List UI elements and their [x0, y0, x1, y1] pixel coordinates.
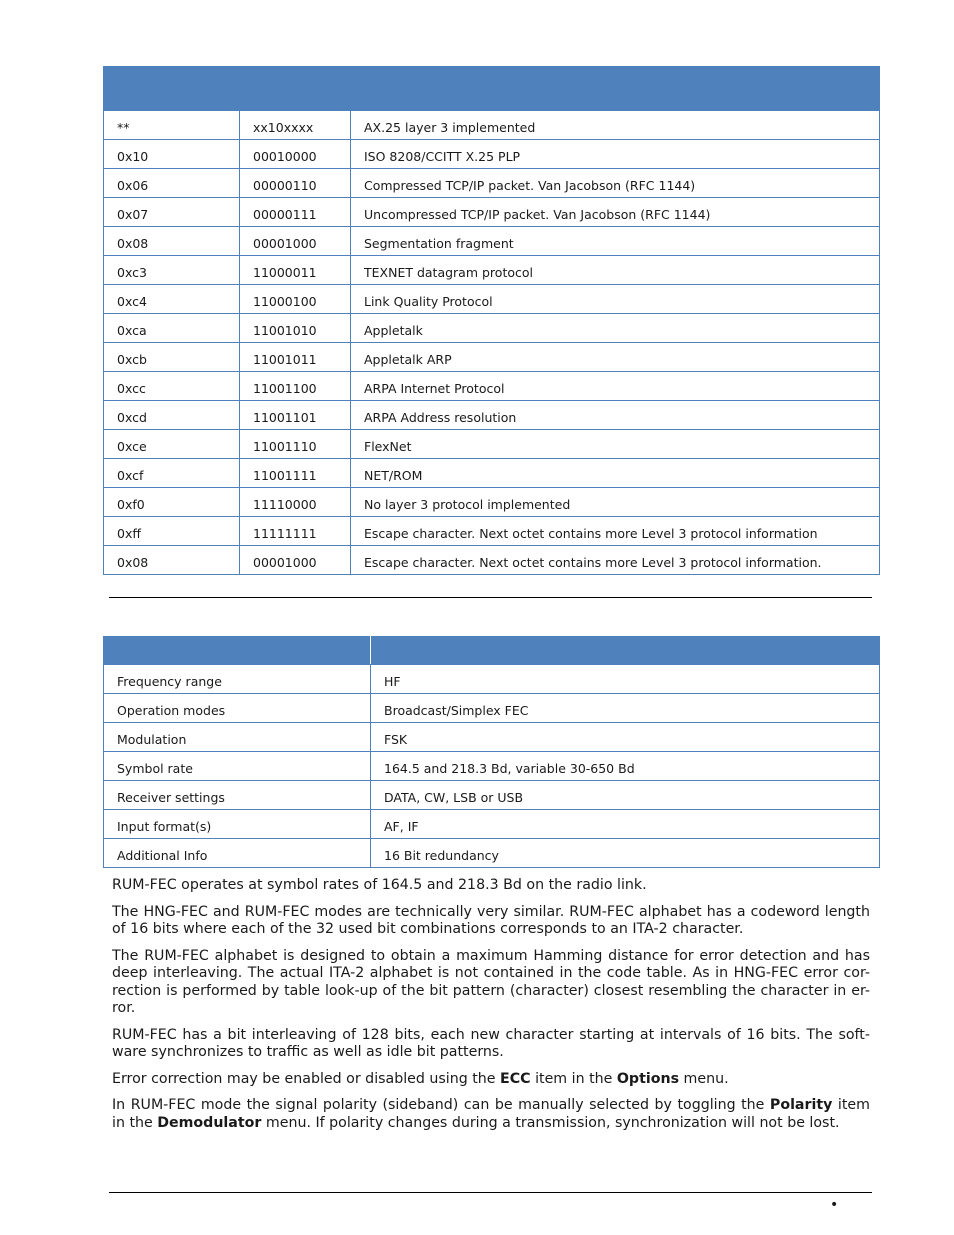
table-cell: Link Quality Protocol — [351, 285, 880, 314]
table-cell: 00010000 — [240, 140, 351, 169]
table-cell: 0xc4 — [104, 285, 240, 314]
table-row — [104, 198, 880, 227]
paragraph-polarity: In RUM-FEC mode the signal polarity (sideband) can be manually selected by toggling the Polarity item in the Demodulator menu. If polarity changes during a transmission, synchronization will not be lost. — [112, 1097, 870, 1131]
table-cell: Symbol rate — [104, 752, 371, 781]
table-row — [104, 169, 880, 198]
table-cell: Appletalk ARP — [351, 343, 880, 372]
paragraph-interleaving: RUM-FEC has a bit interleaving of 128 bits, each new character starting at intervals of 16 bits. The soft-ware synchronizes to traffic as well as idle bit patterns. — [112, 1026, 870, 1060]
table-row — [104, 752, 880, 781]
table-cell: xx10xxxx — [240, 111, 351, 140]
table-cell: HF — [371, 665, 880, 694]
table-row — [104, 227, 880, 256]
section-divider — [109, 597, 872, 598]
options-term: Options — [616, 1070, 680, 1087]
table-cell: 0x08 — [104, 227, 240, 256]
table-row — [104, 459, 880, 488]
table-cell: 0xce — [104, 430, 240, 459]
table-cell: 00001000 — [240, 227, 351, 256]
table-row — [104, 723, 880, 752]
table-cell: 11001111 — [240, 459, 351, 488]
table-cell: 11000011 — [240, 256, 351, 285]
table-cell: Modulation — [104, 723, 371, 752]
table-row — [104, 665, 880, 694]
table-row — [104, 140, 880, 169]
table-cell: NET/ROM — [351, 459, 880, 488]
table-cell: Compressed TCP/IP packet. Van Jacobson (RFC 1144) — [351, 169, 880, 198]
table-cell: Operation modes — [104, 694, 371, 723]
table-cell: 0x08 — [104, 546, 240, 575]
table-cell: Receiver settings — [104, 781, 371, 810]
table-cell: Uncompressed TCP/IP packet. Van Jacobson (RFC 1144) — [351, 198, 880, 227]
table-cell: ** — [104, 111, 240, 140]
table-cell: 0xcd — [104, 401, 240, 430]
table-cell: 11110000 — [240, 488, 351, 517]
table-cell: 11001010 — [240, 314, 351, 343]
table-cell: 0xcc — [104, 372, 240, 401]
table-cell: 11001101 — [240, 401, 351, 430]
table-cell: Escape character. Next octet contains more Level 3 protocol information. — [351, 546, 880, 575]
table-cell: 0x06 — [104, 169, 240, 198]
table-cell: TEXNET datagram protocol — [351, 256, 880, 285]
protocol-id-table — [103, 66, 880, 575]
mode-parameters-table — [103, 636, 880, 868]
table-cell: FSK — [371, 723, 880, 752]
table-cell: Input format(s) — [104, 810, 371, 839]
table-row — [104, 111, 880, 140]
table-cell: ISO 8208/CCITT X.25 PLP — [351, 140, 880, 169]
demodulator-term: Demodulator — [157, 1114, 262, 1131]
table-cell: FlexNet — [351, 430, 880, 459]
paragraph-alphabet: The RUM-FEC alphabet is designed to obtain a maximum Hamming distance for error detection and has deep interleaving. The actual ITA-2 alphabet is not contained in the code table. As in HNG-FEC error cor-rection is performed by table look-up of the bit pattern (character) closest resembling the character in er-ror. — [112, 947, 870, 1016]
table-row — [104, 810, 880, 839]
table-row — [104, 781, 880, 810]
table-row — [104, 401, 880, 430]
table-cell: 00000110 — [240, 169, 351, 198]
ecc-term: ECC — [500, 1070, 531, 1087]
table-row — [104, 546, 880, 575]
table-cell: 0xc3 — [104, 256, 240, 285]
table-cell: 0x07 — [104, 198, 240, 227]
table-cell: 11111111 — [240, 517, 351, 546]
table-row — [104, 314, 880, 343]
table-row — [104, 256, 880, 285]
table-row — [104, 839, 880, 868]
table-cell: 0xff — [104, 517, 240, 546]
table-row — [104, 694, 880, 723]
table-cell: 164.5 and 218.3 Bd, variable 30-650 Bd — [371, 752, 880, 781]
table-cell: Appletalk — [351, 314, 880, 343]
table-cell: Broadcast/Simplex FEC — [371, 694, 880, 723]
paragraph-similarity: The HNG-FEC and RUM-FEC modes are technically very similar. RUM-FEC alphabet has a codeword length of 16 bits where each of the 32 used bit combinations corresponds to an ITA-2 character. — [112, 903, 870, 937]
table-cell: 11001100 — [240, 372, 351, 401]
table-cell: Segmentation fragment — [351, 227, 880, 256]
table-cell: No layer 3 protocol implemented — [351, 488, 880, 517]
table-cell: 11000100 — [240, 285, 351, 314]
table-cell: Escape character. Next octet contains more Level 3 protocol information — [351, 517, 880, 546]
table-cell: Frequency range — [104, 665, 371, 694]
polarity-term: Polarity — [769, 1097, 833, 1113]
table-cell: 11001110 — [240, 430, 351, 459]
table-cell: AX.25 layer 3 implemented — [351, 111, 880, 140]
table-cell: 0x10 — [104, 140, 240, 169]
table-cell: 0xf0 — [104, 488, 240, 517]
table-cell: AF, IF — [371, 810, 880, 839]
footer-bullet: • — [830, 1197, 839, 1213]
table-row — [104, 372, 880, 401]
table-row — [104, 343, 880, 372]
footer-rule — [109, 1192, 872, 1193]
protocol-table-header — [104, 67, 880, 111]
table-cell: ARPA Address resolution — [351, 401, 880, 430]
table-cell: DATA, CW, LSB or USB — [371, 781, 880, 810]
table-row — [104, 488, 880, 517]
table-row — [104, 430, 880, 459]
table-cell: 0xcf — [104, 459, 240, 488]
parameters-table-header — [104, 637, 880, 665]
table-cell: Additional Info — [104, 839, 371, 868]
table-cell: 00001000 — [240, 546, 351, 575]
table-cell: 16 Bit redundancy — [371, 839, 880, 868]
table-cell: 00000111 — [240, 198, 351, 227]
paragraph-symbol-rates: RUM-FEC operates at symbol rates of 164.5 and 218.3 Bd on the radio link. — [112, 877, 647, 893]
table-cell: 0xcb — [104, 343, 240, 372]
table-row — [104, 517, 880, 546]
table-row — [104, 285, 880, 314]
table-cell: 0xca — [104, 314, 240, 343]
paragraph-error-correction: Error correction may be enabled or disabled using the ECC item in the Options menu. — [112, 1070, 729, 1087]
body-text — [112, 877, 870, 1141]
table-cell: 11001011 — [240, 343, 351, 372]
table-cell: ARPA Internet Protocol — [351, 372, 880, 401]
